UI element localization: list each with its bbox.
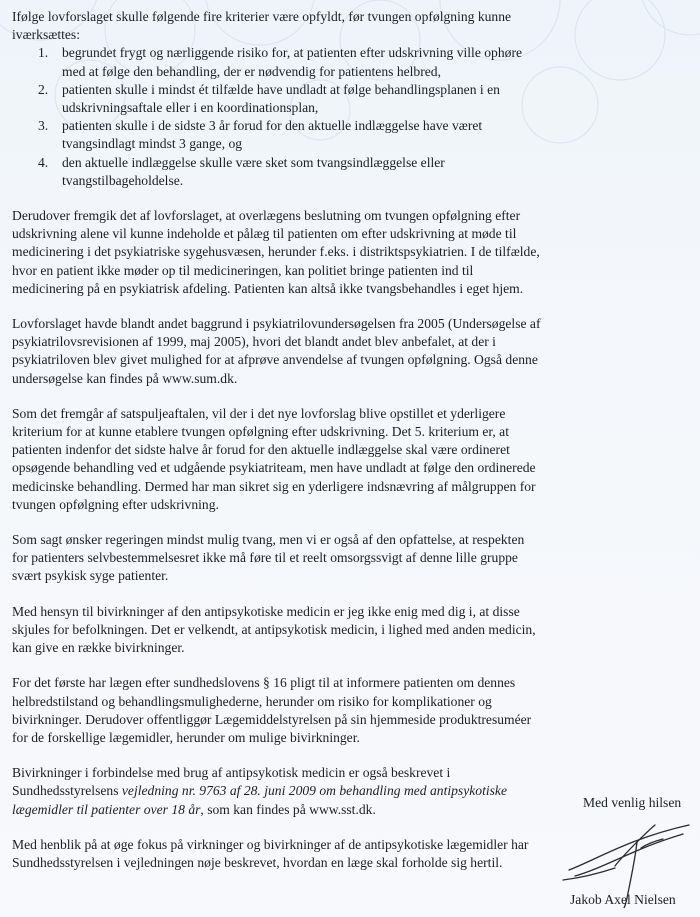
paragraph-fifth-criterion: Som det fremgår af satspuljeaftalen, vil der i det nye lovforslag blive opstillet et yderligere kriterium for at kunne etablere tvungen opfølgning efter udskrivning. Det 5. kriterium er, at patienten indenfor det sidste halve år forud for den aktuelle indlæggelse skal være ordineret opsøgende behandling ved et udgående psykiatriteam, men have undladt at følge den ordinerede medicinske behandling. Dermed har man sikret sig en yderligere indsnævring af målgruppen for tvungen opfølgning efter udskrivning. (12, 405, 536, 512)
paragraph-guidance (12, 764, 542, 819)
paragraph-background: Lovforslaget havde blandt andet baggrund i psykiatrilovundersøgelsen fra 2005 (Undersøgelse af psykiatrilovsrevisionen af 1999, maj 2005), hvori det blandt andet blev anbefalet, at der i psykiatriloven blev givet mulighed for at afprøve anvendelse af tvungen opfølgning. Også denne undersøgelse kan findes på www.sum.dk. (12, 316, 541, 386)
criteria-text: den aktuelle indlæggelse skulle være sket som tvangsindlæggelse eller tvangstilbageholdelse. (62, 154, 445, 188)
signer-name: Jakob Axel Nielsen (570, 892, 676, 907)
letter-body (12, 8, 542, 889)
criteria-item (12, 154, 542, 190)
criteria-list (12, 44, 542, 190)
criteria-text: patienten skulle i mindst ét tilfælde have undladt at følge behandlingsplanen i en udskrivningsaftale eller i en koordinationsplan, (62, 81, 500, 116)
guidance-title: vejledning nr. 9763 af 28. juni 2009 om behandling med antipsykotiske lægemidler til patienter over 18 år (12, 783, 507, 817)
paragraph-information-duty: For det første har lægen efter sundhedslovens § 16 pligt til at informere patienten om dennes helbredstilstand og behandlingsmulighederne, herunder om risiko for komplikationer og bivirkninger. Derudover offentliggør Lægemiddelstyrelsen på sin hjemmeside produktresuméer for de forskellige lægemidler, herunder om mulige bivirkninger. (12, 675, 532, 745)
criteria-item (12, 81, 542, 117)
criteria-number: 3. (38, 118, 49, 134)
paragraph-self-determination: Som sagt ønsker regeringen mindst mulig tvang, men vi er også af den opfattelse, at respekten for patienters selvbestemmelsesret ikke må føre til et reelt omsorgssvigt af denne lille gruppe svært psykisk syge patienter. (12, 532, 525, 584)
criteria-item (12, 44, 542, 80)
guidance-text-after: , som kan findes på www.sst.dk. (200, 801, 376, 817)
paragraph-final: Med henblik på at øge fokus på virkninger og bivirkninger af de antipsykotiske lægemidler har Sundhedsstyrelsen i vejledningen nøje beskrevet, hvordan en læge skal forholde sig hertil. (12, 836, 529, 870)
paragraph-side-effects: Med hensyn til bivirkninger af den antipsykotiske medicin er jeg ikke enig med dig i, at disse skjules for befolkningen. Det er velkendt, at antipsykotisk medicin, i lighed med anden medicin, kan give en række bivirkninger. (12, 603, 536, 656)
criteria-item (12, 117, 542, 153)
guidance-text-before: Bivirkninger i forbindelse med brug af antipsykotisk medicin er også beskrevet i Sundhedsstyrelsens (12, 765, 451, 799)
intro-text: Ifølge lovforslaget skulle følgende fire kriterier være opfyldt, før tvungen opfølgning kunne iværksættes: (12, 9, 512, 43)
paragraph-forced-followup: Derudover fremgik det af lovforslaget, at overlægens beslutning om tvungen opfølgning efter udskrivning alene vil kunne indeholde et pålæg til patienten om efter udskrivning at møde til medicinering i det psykiatriske sygehusvæsen, herunder f.eks. i distriktspsykiatrien. I de tilfælde, hvor en patient ikke møder op til medicineringen, kan politiet bringe patienten ind til medicinering på en psykiatrisk afdeling. Patienten kan altså ikke tvangsbehandles i eget hjem. (12, 208, 540, 296)
criteria-number: 2. (38, 81, 49, 97)
criteria-text: patienten skulle i de sidste 3 år forud for den aktuelle indlæggelse have været tvangsindlagt mindst 3 gange, og (62, 118, 483, 152)
criteria-text: begrundet frygt og nærliggende risiko for, at patienten efter udskrivning ville ophøre med at følge den behandling, der er nødvendig for patientens helbred, (62, 45, 523, 79)
criteria-number: 1. (38, 45, 49, 61)
closing-greeting: Med venlig hilsen (583, 795, 682, 810)
criteria-number: 4. (38, 154, 49, 170)
